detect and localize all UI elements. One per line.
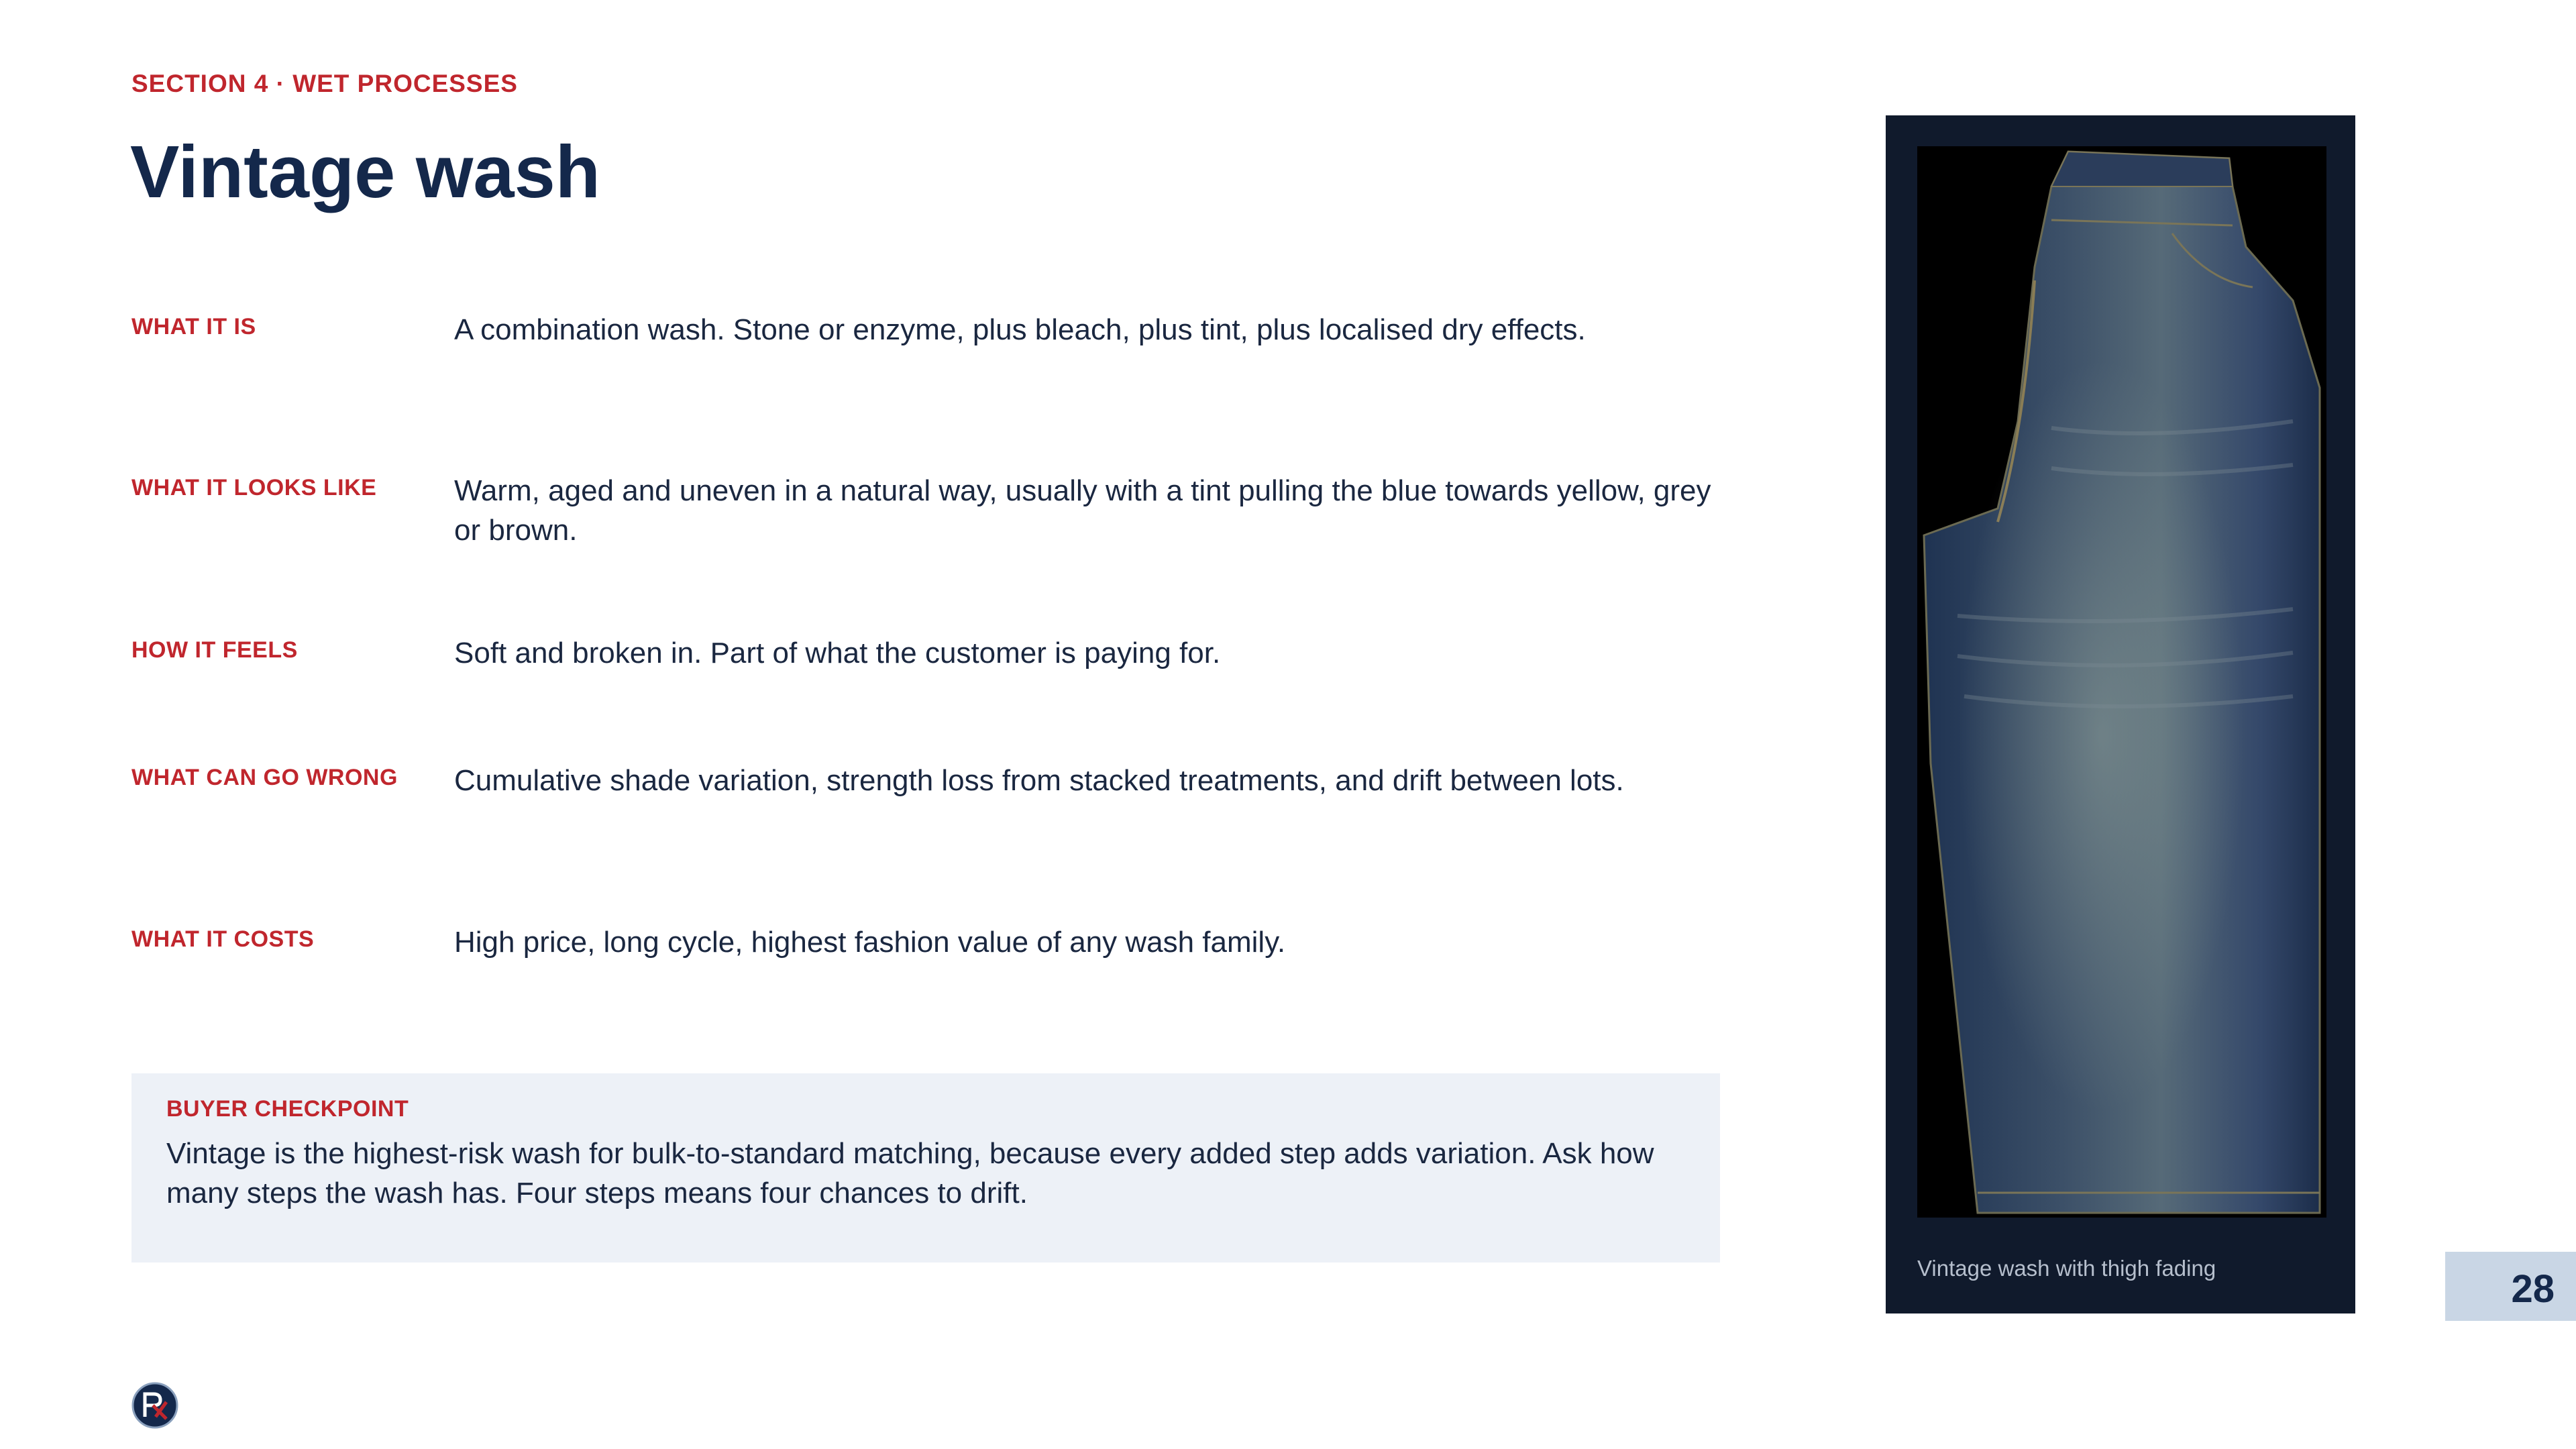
row-label: WHAT IT IS [131,314,256,339]
rx-logo-icon [131,1382,178,1429]
page-number-badge [2445,1252,2576,1321]
row-label: WHAT IT COSTS [131,926,315,952]
row-text: Soft and broken in. Part of what the customer is paying for. [454,637,1221,669]
buyer-checkpoint-box [131,1073,1720,1263]
jeans-photo [1917,146,2326,1218]
row-text: A combination wash. Stone or enzyme, plus bleach, plus tint, plus localised dry effects. [454,313,1586,346]
checkpoint-text: Vintage is the highest-risk wash for bulk-to-standard matching, because every added step adds variation. Ask how many steps the wash has. Four steps means four chances to drift. [166,1137,1654,1210]
row-label: WHAT CAN GO WRONG [131,765,398,790]
checkpoint-label: BUYER CHECKPOINT [166,1096,409,1122]
page-number: 28 [2511,1267,2555,1311]
row-text: Cumulative shade variation, strength loss from stacked treatments, and drift between lots. [454,764,1624,797]
photo-panel [1886,115,2355,1313]
page-title: Vintage wash [130,131,600,213]
section-label: SECTION 4 · WET PROCESSES [131,70,518,97]
row-text: High price, long cycle, highest fashion value of any wash family. [454,926,1286,959]
photo-caption: Vintage wash with thigh fading [1917,1256,2216,1281]
row-text: Warm, aged and uneven in a natural way, usually with a tint pulling the blue towards yellow, grey or brown. [454,474,1711,547]
jeans-illustration [1917,146,2326,1218]
row-label: HOW IT FEELS [131,637,298,663]
row-label: WHAT IT LOOKS LIKE [131,475,377,500]
